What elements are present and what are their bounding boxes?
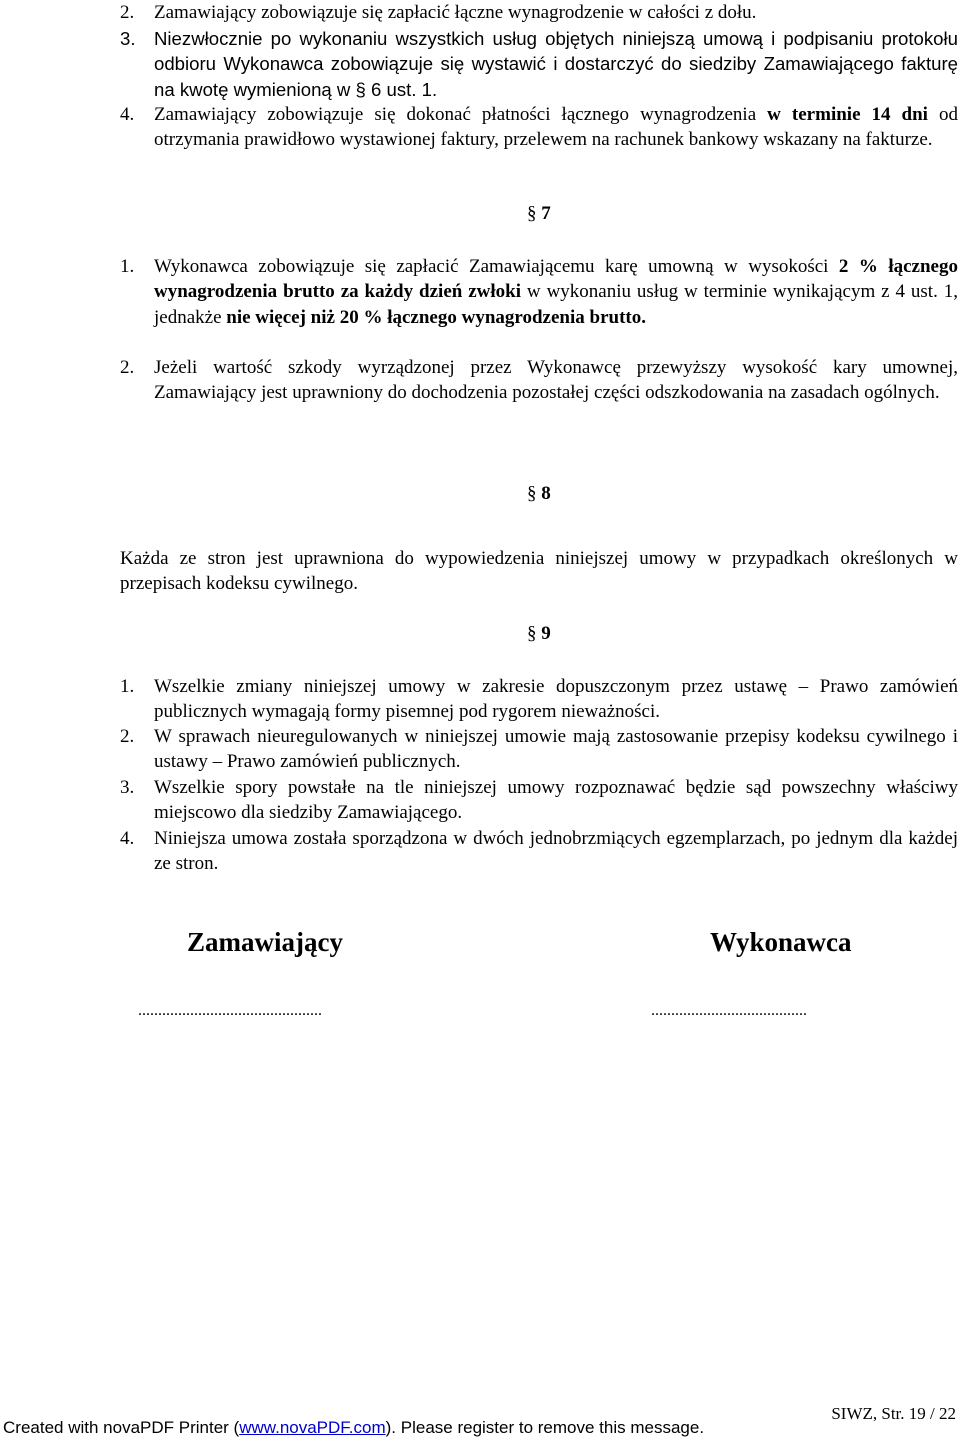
watermark-footer: Created with novaPDF Printer (www.novaPDF.com). Please register to remove this message. — [3, 1418, 705, 1437]
list-item — [120, 775, 958, 826]
signature-label-wykonawca: Wykonawca — [710, 927, 852, 957]
signature-label-zamawiajacy: Zamawiający — [187, 927, 343, 957]
item-number: 4. — [120, 828, 135, 849]
list-item — [120, 26, 958, 102]
list-item — [120, 355, 958, 406]
item-text: Wszelkie zmiany niniejszej umowy w zakresie dopuszczonym przez ustawę – Prawo zamówień publicznych wymagają formy pisemnej pod rygorem nieważności. — [154, 676, 958, 723]
list-item — [120, 0, 958, 25]
item-text: Jeżeli wartość szkody wyrządzonej przez Wykonawcę przewyższy wysokość kary umownej, Zamawiający jest uprawniony do dochodzenia pozostałej części odszkodowania na zasadach ogólnych. — [154, 357, 958, 404]
page-number: SIWZ, Str. 19 / 22 — [831, 1404, 956, 1423]
signature-line-right: ....................................... — [651, 1002, 807, 1019]
paragraph: Każda ze stron jest uprawniona do wypowiedzenia niniejszej umowy w przypadkach określonych w przepisach kodeksu cywilnego. — [120, 548, 958, 595]
list-item — [120, 674, 958, 725]
list-item — [120, 102, 958, 153]
item-number: 4. — [120, 104, 135, 125]
item-text: Zamawiający zobowiązuje się zapłacić łączne wynagrodzenie w całości z dołu. — [154, 2, 757, 23]
item-text: Wszelkie spory powstałe na tle niniejszej umowy rozpoznawać będzie sąd powszechny właściwy miejscowo dla siedziby Zamawiającego. — [154, 777, 958, 824]
item-text: Niezwłocznie po wykonaniu wszystkich usług objętych niniejszą umową i podpisaniu protokołu odbioru Wykonawca zobowiązuje się wystawić i dostarczyć do siedziby Zamawiającego fakturę na kwotę wymienioną w § 6 ust. 1. — [154, 28, 958, 100]
list-item — [120, 826, 958, 877]
item-number: 2. — [120, 726, 135, 747]
section-heading-9: § 9 — [527, 623, 551, 644]
list-item — [120, 254, 958, 330]
item-number: 2. — [120, 357, 135, 378]
item-number: 3. — [120, 28, 136, 49]
item-text: Zamawiający zobowiązuje się dokonać płatności łącznego wynagrodzenia w terminie 14 dni od otrzymania prawidłowo wystawionej faktury, przelewem na rachunek bankowy wskazany na fakturze. — [154, 104, 958, 151]
section-heading-7: § 7 — [527, 203, 551, 224]
item-number: 1. — [120, 676, 135, 697]
signature-line-left: .............................................. — [138, 1002, 322, 1019]
item-number: 2. — [120, 2, 135, 23]
item-number: 1. — [120, 256, 135, 277]
item-text: W sprawach nieuregulowanych w niniejszej umowie mają zastosowanie przepisy kodeksu cywilnego i ustawy – Prawo zamówień publicznych. — [154, 726, 958, 773]
footer-link[interactable]: www.novaPDF.com — [239, 1418, 386, 1437]
section-heading-8: § 8 — [527, 483, 551, 504]
item-text: Niniejsza umowa została sporządzona w dwóch jednobrzmiących egzemplarzach, po jednym dla każdej ze stron. — [154, 828, 958, 875]
list-item — [120, 724, 958, 775]
item-text: Wykonawca zobowiązuje się zapłacić Zamawiającemu karę umowną w wysokości 2 % łącznego wynagrodzenia brutto za każdy dzień zwłoki w wykonaniu usług w terminie wynikającym z 4 ust. 1, jednakże nie więcej niż 20 % łącznego wynagrodzenia brutto. — [154, 256, 958, 328]
item-number: 3. — [120, 777, 135, 798]
